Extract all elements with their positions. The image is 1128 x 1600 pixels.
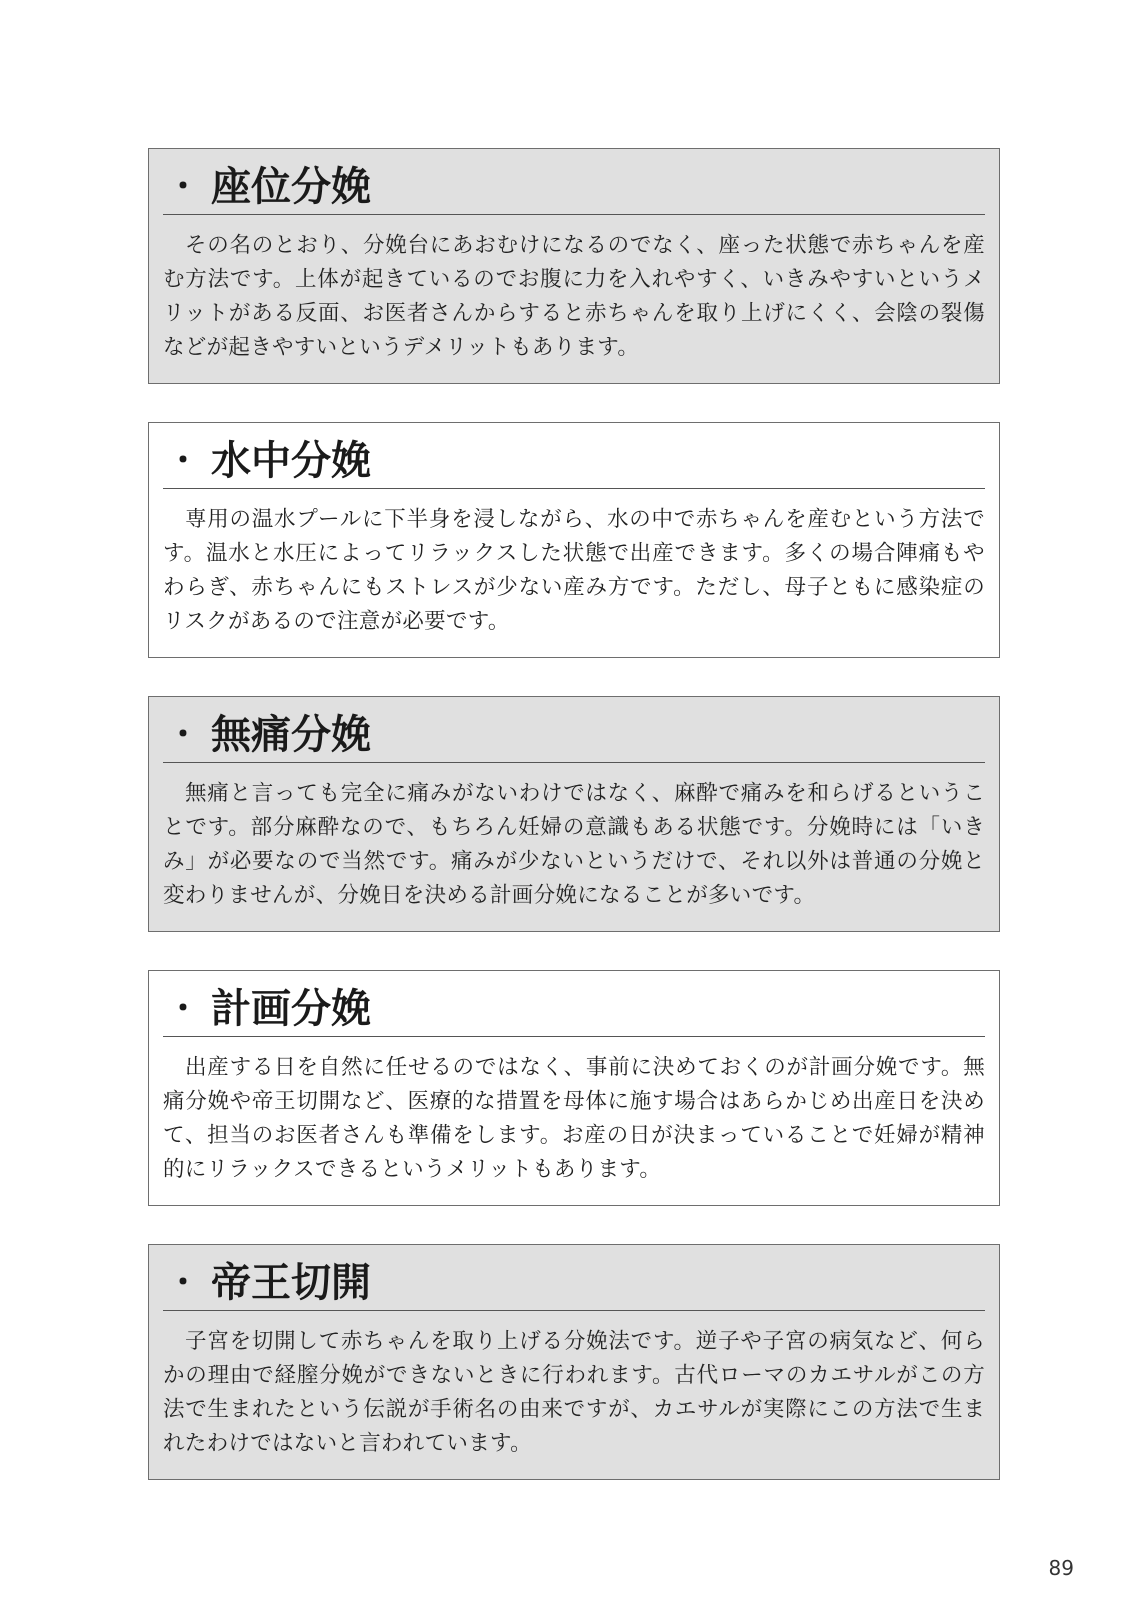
page-number: 89: [1048, 1556, 1074, 1580]
section-heading: [163, 981, 985, 1037]
bullet-mark: ・: [167, 715, 200, 753]
section-heading: [163, 433, 985, 489]
section-title: 帝王切開: [211, 1259, 372, 1306]
section-body: 子宮を切開して赤ちゃんを取り上げる分娩法です。逆子や子宮の病気など、何らかの理由で経膣分娩ができないときに行われます。古代ローマのカエサルがこの方法で生まれたという伝説が手術名の由来ですが、カエサルが実際にこの方法で生まれたわけではないと言われています。: [163, 1329, 985, 1456]
bullet-mark: ・: [167, 989, 200, 1027]
section-heading: [163, 159, 985, 215]
section-body: その名のとおり、分娩台にあおむけになるのでなく、座った状態で赤ちゃんを産む方法です。上体が起きているのでお腹に力を入れやすく、いきみやすいというメリットがある反面、お医者さんからすると赤ちゃんを取り上げにくく、会陰の裂傷などが起きやすいというデメリットもあります。: [163, 233, 985, 360]
section-body: 無痛と言っても完全に痛みがないわけではなく、麻酔で痛みを和らげるということです。部分麻酔なので、もちろん妊婦の意識もある状態です。分娩時には「いきみ」が必要なので当然です。痛みが少ないというだけで、それ以外は普通の分娩と変わりませんが、分娩日を決める計画分娩になることが多いです。: [163, 781, 985, 908]
section-title: 水中分娩: [211, 437, 372, 484]
section-title: 座位分娩: [211, 163, 372, 210]
section-title: 計画分娩: [211, 985, 372, 1032]
section-box-zai-bunben: [148, 148, 1000, 384]
section-title: 無痛分娩: [211, 711, 372, 758]
section-box-mutsu-bunben: [148, 696, 1000, 932]
sections-list: [148, 148, 1000, 1518]
bullet-mark: ・: [167, 441, 200, 479]
section-heading: [163, 707, 985, 763]
section-heading: [163, 1255, 985, 1311]
section-box-suichu-bunben: [148, 422, 1000, 658]
section-body: 出産する日を自然に任せるのではなく、事前に決めておくのが計画分娩です。無痛分娩や帝王切開など、医療的な措置を母体に施す場合はあらかじめ出産日を決めて、担当のお医者さんも準備をします。お産の日が決まっていることで妊婦が精神的にリラックスできるというメリットもあります。: [163, 1055, 985, 1182]
section-box-teiou-sekkai: [148, 1244, 1000, 1480]
bullet-mark: ・: [167, 167, 200, 205]
section-box-keikaku-bunben: [148, 970, 1000, 1206]
section-body: 専用の温水プールに下半身を浸しながら、水の中で赤ちゃんを産むという方法です。温水と水圧によってリラックスした状態で出産できます。多くの場合陣痛もやわらぎ、赤ちゃんにもストレスが少ない産み方です。ただし、母子ともに感染症のリスクがあるので注意が必要です。: [163, 507, 985, 634]
bullet-mark: ・: [167, 1263, 200, 1301]
